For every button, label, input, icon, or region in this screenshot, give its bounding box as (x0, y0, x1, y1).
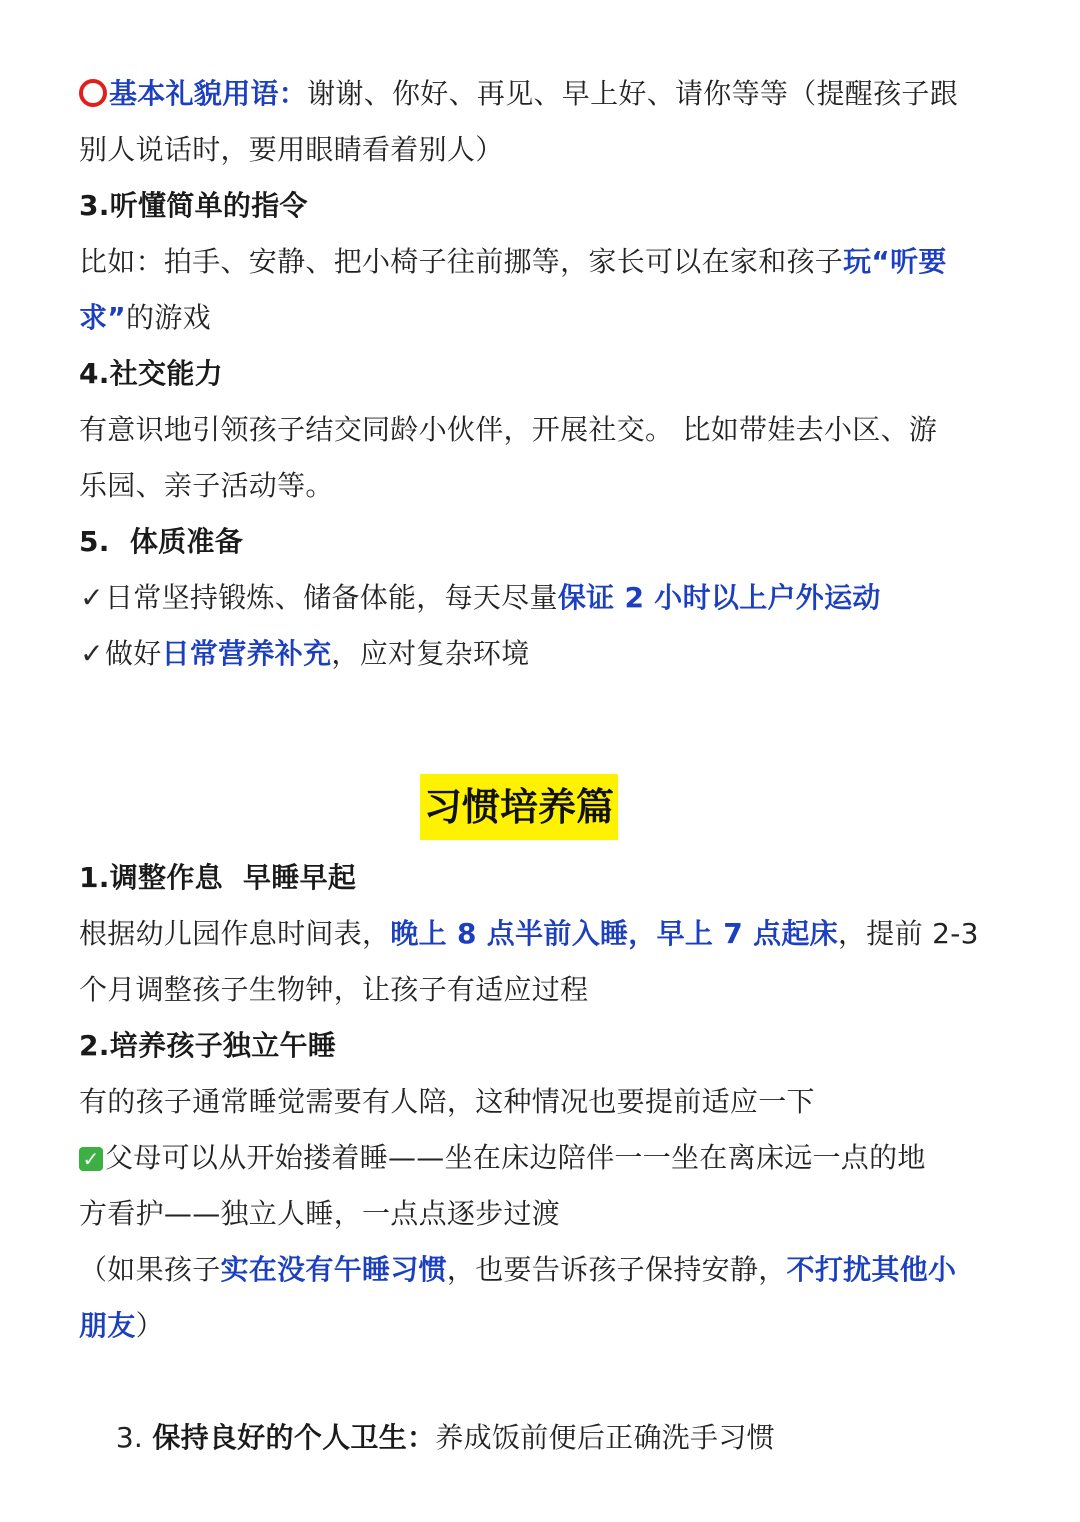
schedule-text-b: ，提前 2-3 (837, 917, 979, 950)
instructions-text-a: 比如：拍手、安静、把小椅子往前挪等，家长可以在家和孩子 (79, 245, 844, 278)
social-text-a: 有意识地引领孩子结交同龄小伙伴，开展社交。 比如带娃去小区、游 (79, 413, 938, 446)
instructions-line-1 (79, 234, 979, 290)
nap-heading: 2.培养孩子独立午睡 (79, 1029, 337, 1062)
nap-highlight-c: 朋友 (79, 1309, 136, 1342)
schedule-highlight: 晚上 8 点半前入睡，早上 7 点起床 (390, 917, 838, 950)
nap-line-4 (79, 1242, 979, 1298)
instructions-text-b: 的游戏 (126, 301, 211, 334)
nap-text-d-a: （如果孩子 (79, 1253, 221, 1286)
physical-heading: 5. 体质准备 (79, 525, 244, 558)
schedule-line-1 (79, 906, 979, 962)
physical-item-2 (79, 626, 979, 682)
schedule-text-a: 根据幼儿园作息时间表， (79, 917, 391, 950)
hygiene-number: 3. (115, 1421, 153, 1454)
green-checkbox-icon: ✓ (79, 1147, 103, 1171)
section-title: 习惯培养篇 (420, 774, 618, 840)
etiquette-label: 基本礼貌用语： (109, 77, 308, 110)
social-heading: 4.社交能力 (79, 357, 223, 390)
hygiene-text: 养成饭前便后正确洗手习惯 (435, 1421, 775, 1454)
nap-line-5 (79, 1298, 979, 1354)
social-text-b: 乐园、亲子活动等。 (79, 469, 334, 502)
etiquette-line-1 (79, 66, 979, 122)
nap-highlight-a: 实在没有午睡习惯 (220, 1253, 447, 1286)
instructions-heading: 3.听懂简单的指令 (79, 189, 308, 222)
nap-highlight-b: 不打扰其他小 (786, 1253, 957, 1286)
etiquette-text-b: 别人说话时，要用眼睛看着别人） (79, 133, 504, 166)
red-circle-icon (79, 79, 107, 107)
nap-text-a: 有的孩子通常睡觉需要有人陪，这种情况也要提前适应一下 (79, 1085, 815, 1118)
nap-text-d-b: ，也要告诉孩子保持安静， (446, 1253, 787, 1286)
physical-item1-highlight: 保证 2 小时以上户外运动 (557, 581, 881, 614)
physical-item1-text: 日常坚持锻炼、储备体能，每天尽量 (105, 581, 558, 614)
etiquette-text-a: 谢谢、你好、再见、早上好、请你等等（提醒孩子跟 (307, 77, 959, 110)
nap-text-c: 方看护——独立人睡，一点点逐步过渡 (79, 1197, 561, 1230)
instructions-line-2 (79, 290, 979, 346)
physical-item2-highlight: 日常营养补充 (161, 637, 332, 670)
instructions-highlight-a: 玩“听要 (843, 245, 947, 278)
section-title-wrap (0, 774, 1080, 840)
schedule-text-c: 个月调整孩子生物钟，让孩子有适应过程 (79, 973, 589, 1006)
check-mark-icon: ✓ (80, 637, 104, 670)
schedule-heading: 1.调整作息 早睡早起 (79, 861, 357, 894)
nap-text-b: 父母可以从开始搂着睡——坐在床边陪伴一一坐在离床远一点的地 (105, 1141, 926, 1174)
hygiene-label: 保持良好的个人卫生： (152, 1421, 436, 1454)
etiquette-line-2 (79, 122, 979, 178)
physical-item2-text-a: 做好 (105, 637, 162, 670)
nap-line-2 (79, 1130, 979, 1186)
check-mark-icon: ✓ (80, 581, 104, 614)
nap-text-e: ） (135, 1309, 164, 1342)
physical-item-1 (79, 570, 979, 626)
hygiene-line (79, 1354, 979, 1454)
physical-item2-text-b: ，应对复杂环境 (331, 637, 530, 670)
instructions-highlight-b: 求” (79, 301, 127, 334)
